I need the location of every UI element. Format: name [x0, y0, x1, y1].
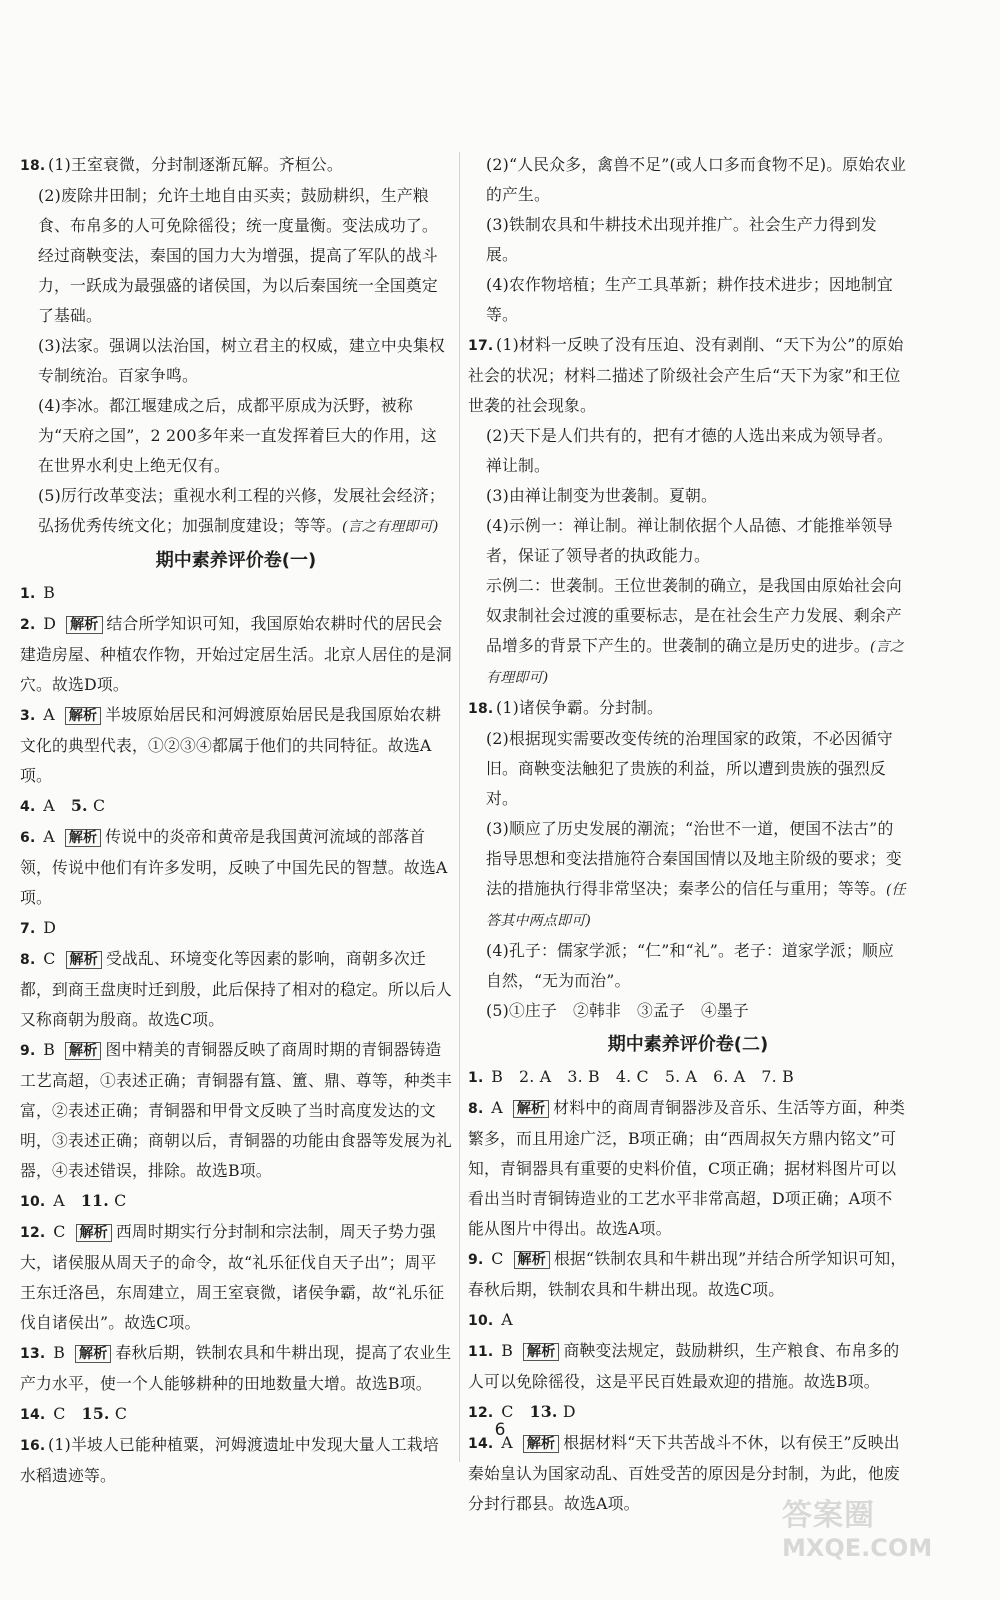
answer-14: 14. A 解析 根据材料“天下共苦战斗不休，以有侯王”反映出秦始皇认为国家动乱、百姓受苦的原因是分封制，为此，他废分封行郡县。故选A项。	[468, 1433, 900, 1513]
answer-line: (2)天下是人们共有的，把有才德的人选出来成为领导者。禅让制。	[486, 426, 893, 475]
answer-3: 3. A 解析 半坡原始居民和河姆渡原始居民是我国原始农耕文化的典型代表，①②③④都属于他们的共同特征。故选A项。	[20, 705, 442, 785]
answer-line: (5)①庄子 ②韩非 ③孟子 ④墨子	[486, 1001, 749, 1020]
answer-note: (言之有理即可)	[486, 639, 904, 686]
analysis-tag: 解析	[523, 1343, 559, 1361]
page-number: 6	[494, 1420, 506, 1440]
answer-11: 11. B 解析 商鞅变法规定，鼓励耕织，生产粮食、布帛多的人可以免除徭役，这是平民百姓最欢迎的措施。故选B项。	[468, 1341, 900, 1391]
answer-line: (1)材料一反映了没有压迫、没有剥削、“天下为公”的原始社会的状况；材料二描述了阶级社会产生后“天下为家”和王位世袭的社会现象。	[468, 335, 904, 415]
analysis-tag: 解析	[66, 616, 102, 634]
analysis-tag: 解析	[76, 1224, 112, 1242]
answer-line: (2)“人民众多，禽兽不足”(或人口多而食物不足)。原始农业的产生。	[486, 155, 907, 204]
answer-17	[468, 330, 908, 693]
left-column	[20, 150, 452, 1491]
answer-8: 8. A 解析 材料中的商周青铜器涉及音乐、生活等方面，种类繁多，而且用途广泛，B项正确；由“西周叔矢方鼎内铭文”可知，青铜器具有重要的史料价值，C项正确；据材料图片可以看出当时青铜铸造业的工艺水平非常高超，D项正确；A项不能从图片中得出。故选A项。	[468, 1098, 906, 1238]
answer-line: (4)农作物培植；生产工具革新；耕作技术进步；因地制宜等。	[486, 275, 893, 324]
answer-line: (4)李冰。都江堰建成之后，成都平原成为沃野，被称为“天府之国”，2 200多年来一直发挥着巨大的作用，这在世界水利史上绝无仅有。	[38, 396, 437, 475]
answer-18-right	[468, 693, 908, 1026]
answer-2: 2. D 解析 结合所学知识可知，我国原始农耕时代的居民会建造房屋、种植农作物，开始过定居生活。北京人居住的是洞穴。故选D项。	[20, 614, 452, 694]
answer-10: 10. A	[468, 1310, 513, 1329]
answer-line: (4)示例一：禅让制。禅让制依据个人品德、才能推举领导者，保证了领导者的执政能力。	[486, 516, 893, 565]
analysis-tag: 解析	[514, 1251, 550, 1269]
answer-line: (4)孔子：儒家学派；“仁”和“礼”。老子：道家学派；顺应自然，“无为而治”。	[486, 941, 895, 990]
answer-16: 16. (1)半坡人已能种植粟，河姆渡遗址中发现大量人工栽培水稻遗迹等。	[20, 1435, 439, 1485]
answer-7: 7. D	[20, 918, 57, 937]
answer-line: (1)诸侯争霸。分封制。	[496, 698, 663, 717]
answer-12-13: 12. C 13. D	[468, 1402, 576, 1421]
answer-line: (5)厉行改革变法；重视水利工程的兴修，发展社会经济；弘扬优秀传统文化；加强制度建设；等等。(言之有理即可)	[38, 486, 445, 535]
question-number: 17.	[468, 338, 494, 354]
question-number: 18.	[20, 158, 46, 174]
answer-13: 13. B 解析 春秋后期，铁制农具和牛耕出现，提高了农业生产力水平，使一个人能够耕种的田地数量大增。故选B项。	[20, 1343, 452, 1393]
analysis-tag: 解析	[75, 1345, 111, 1363]
analysis-tag: 解析	[513, 1100, 549, 1118]
answer-line: (3)由禅让制变为世袭制。夏朝。	[486, 486, 717, 505]
analysis-tag: 解析	[523, 1435, 559, 1453]
answer-8: 8. C 解析 受战乱、环境变化等因素的影响，商朝多次迁都，到商王盘庚时迁到殷，此后保持了相对的稳定。所以后人又称商朝为殷商。故选C项。	[20, 949, 452, 1029]
watermark-url: MXQE.COM	[782, 1534, 933, 1562]
watermark-text: 答案圈	[782, 1498, 875, 1533]
answer-16-continued	[468, 150, 908, 330]
analysis-tag: 解析	[65, 829, 101, 847]
analysis-tag: 解析	[66, 951, 102, 969]
section-title: 期中素养评价卷(二)	[607, 1034, 769, 1055]
answer-line: (2)根据现实需要改变传统的治理国家的政策，不必因循守旧。商鞅变法触犯了贵族的利益，所以遭到贵族的强烈反对。	[486, 729, 893, 808]
analysis-tag: 解析	[65, 1042, 101, 1060]
answer-4-5: 4. A 5. C	[20, 796, 106, 815]
answer-line: (3)法家。强调以法治国，树立君主的权威，建立中央集权专制统治。百家争鸣。	[38, 336, 445, 385]
answer-line: (3)顺应了历史发展的潮流；“治世不一道，便国不法古”的指导思想和变法措施符合秦国国情以及地主阶级的要求；变法的措施执行得非常坚决；秦孝公的信任与重用；等等。(任答其中两点即可)	[486, 819, 906, 929]
answer-14-15: 14. C 15. C	[20, 1404, 128, 1423]
question-number: 18.	[468, 701, 494, 717]
answer-1: 1. B	[20, 583, 56, 602]
analysis-tag: 解析	[65, 707, 101, 725]
right-column	[468, 150, 908, 1519]
answer-9: 9. C 解析 根据“铁制农具和牛耕出现”并结合所学知识可知，春秋后期，铁制农具和牛耕出现。故选C项。	[468, 1249, 907, 1299]
answer-line: 示例二：世袭制。王位世袭制的确立，是我国由原始社会向奴隶制社会过渡的重要标志，是在社会生产力发展、剩余产品增多的背景下产生的。世袭制的确立是历史的进步。(言之有理即可)	[486, 576, 904, 686]
answer-line: (1)王室衰微，分封制逐渐瓦解。齐桓公。	[48, 155, 343, 174]
answer-note: (言之有理即可)	[341, 519, 439, 535]
answer-10-11: 10. A 11. C	[20, 1191, 127, 1210]
answer-1-7: 1. B 2. A 3. B 4. C 5. A 6. A 7. B	[468, 1067, 794, 1086]
answer-18	[20, 150, 452, 542]
answer-12: 12. C 解析 西周时期实行分封制和宗法制，周天子势力强大，诸侯服从周天子的命令，故“礼乐征伐自天子出”；周平王东迁洛邑，东周建立，周王室衰微，诸侯争霸，故“礼乐征伐自诸侯出”。故选C项。	[20, 1222, 445, 1332]
answer-6: 6. A 解析 传说中的炎帝和黄帝是我国黄河流域的部落首领，传说中他们有许多发明，反映了中国先民的智慧。故选A项。	[20, 827, 448, 907]
answer-note: (任答其中两点即可)	[486, 882, 906, 929]
answer-line: (2)废除井田制；允许土地自由买卖；鼓励耕织，生产粮食、布帛多的人可免除徭役；统一度量衡。变法成功了。经过商鞅变法，秦国的国力大为增强，提高了军队的战斗力，一跃成为最强盛的诸侯国，为以后秦国统一全国奠定了基础。	[38, 186, 438, 325]
answer-9: 9. B 解析 图中精美的青铜器反映了商周时期的青铜器铸造工艺高超，①表述正确；青铜器有簋、簠、鼎、尊等，种类丰富，②表述正确；青铜器和甲骨文反映了当时高度发达的文明，③表述正确；商朝以后，青铜器的功能由食器等发展为礼器，④表述错误，排除。故选B项。	[20, 1040, 452, 1180]
answer-line: (3)铁制农具和牛耕技术出现并推广。社会生产力得到发展。	[486, 215, 877, 264]
section-title: 期中素养评价卷(一)	[155, 550, 317, 571]
watermark-logo	[782, 1490, 972, 1586]
column-divider	[459, 152, 460, 1462]
